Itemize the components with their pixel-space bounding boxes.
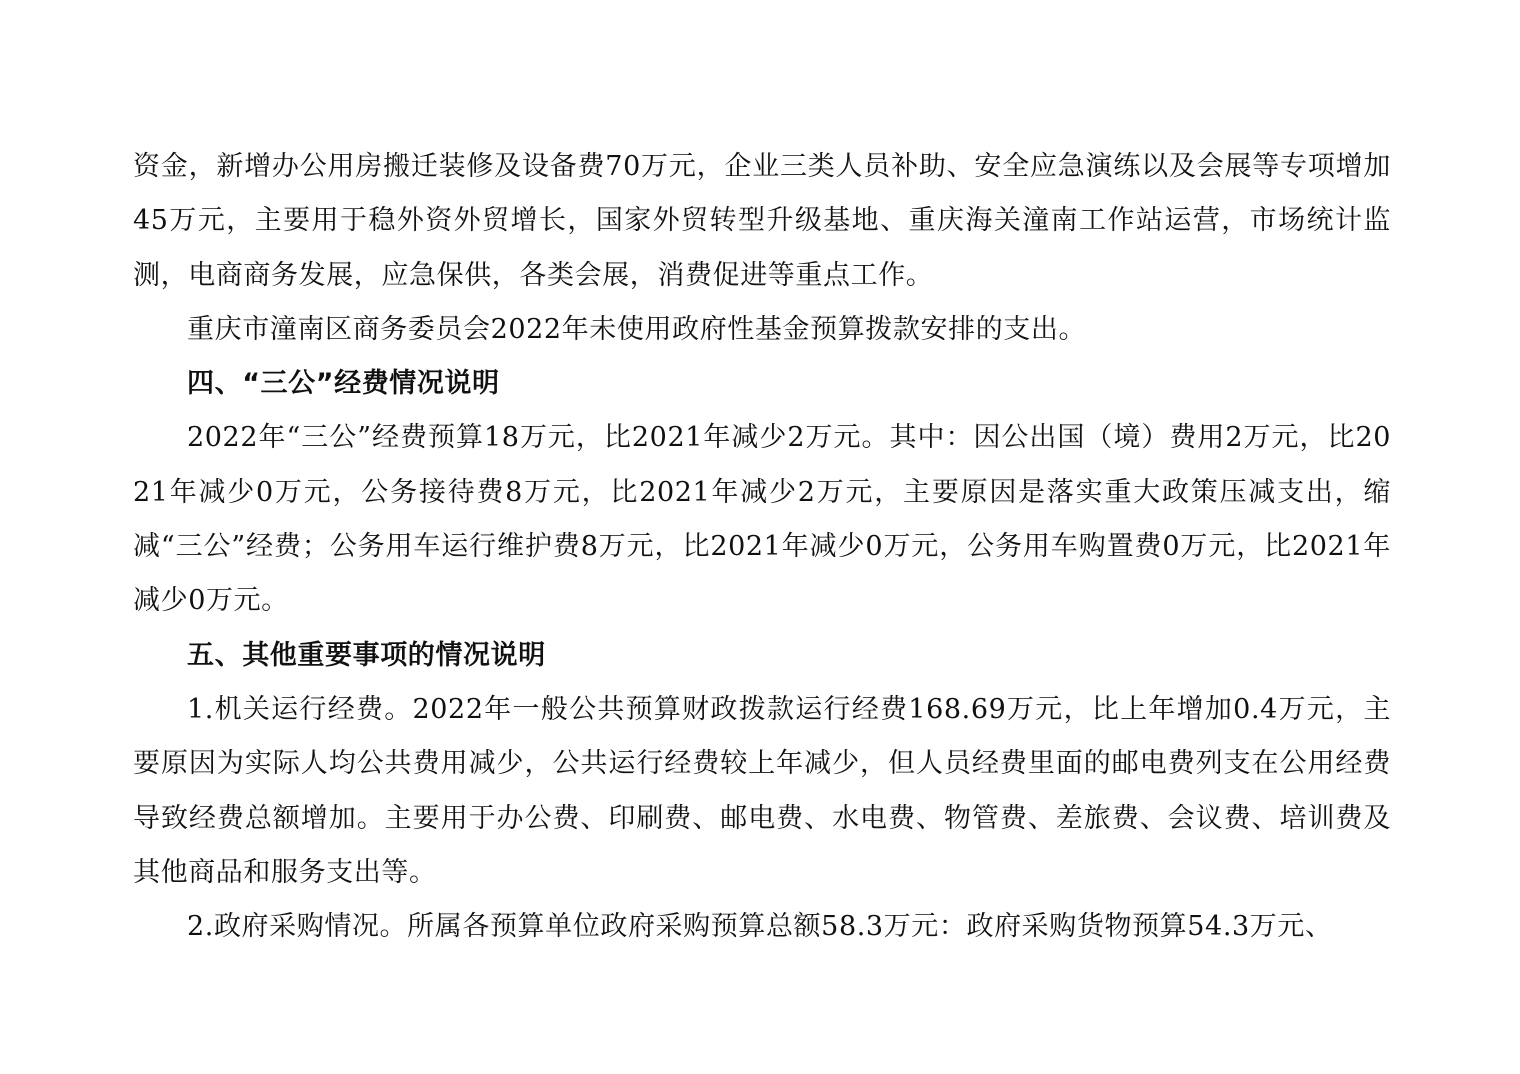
paragraph-agency-operating-funds: 1.机关运行经费。2022年一般公共预算财政拨款运行经费168.69万元，比上年增加0.4万元，主要原因为实际人均公共费用减少，公共运行经费较上年减少，但人员经费里面的邮电费列支在公用经费导致经费总额增加。主要用于办公费、印刷费、邮电费、水电费、物管费、差旅费、会议费、培训费及其他商品和服务支出等。 xyxy=(133,693,1391,888)
paragraph-three-public-expenses: 2022年“三公”经费预算18万元，比2021年减少2万元。其中：因公出国（境）费用2万元，比2021年减少0万元，公务接待费8万元，比2021年减少2万元，主要原因是落实重大政策压减支出，缩减“三公”经费；公务用车运行维护费8万元，比2021年减少0万元，公务用车购置费0万元，比2021年减少0万元。 xyxy=(133,422,1391,617)
paragraph-funds-continued: 资金，新增办公用房搬迁装修及设备费70万元，企业三类人员补助、安全应急演练以及会展等专项增加45万元，主要用于稳外资外贸增长，国家外贸转型升级基地、重庆海关潼南工作站运营，市场统计监测，电商商务发展，应急保供，各类会展，消费促进等重点工作。 xyxy=(133,151,1391,291)
paragraph-government-procurement: 2.政府采购情况。所属各预算单位政府采购预算总额58.3万元：政府采购货物预算54.3万元、 xyxy=(187,911,1333,943)
document-body xyxy=(133,140,1391,954)
paragraph-government-fund-budget: 重庆市潼南区商务委员会2022年未使用政府性基金预算拨款安排的支出。 xyxy=(187,313,1087,345)
section-heading-three-public-expenses: 四、“三公”经费情况说明 xyxy=(187,368,500,400)
section-heading-other-important-matters: 五、其他重要事项的情况说明 xyxy=(187,639,546,671)
